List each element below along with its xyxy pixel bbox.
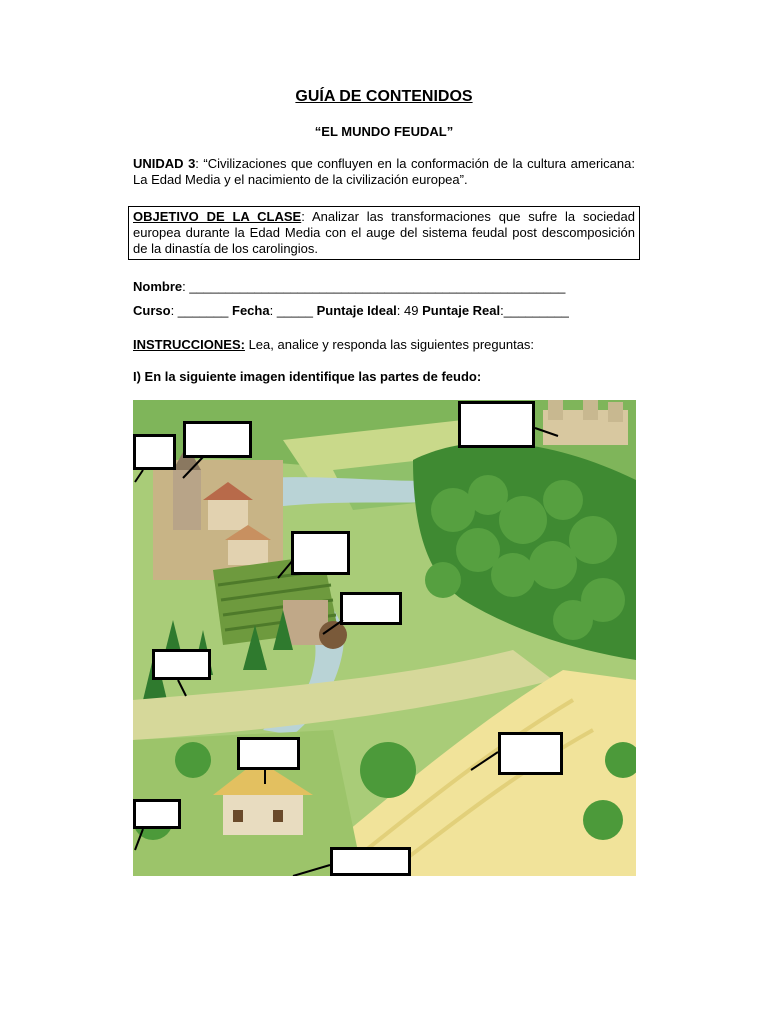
datos-line xyxy=(133,303,569,319)
objetivo-label: OBJETIVO DE LA CLASE xyxy=(133,209,302,224)
page-subtitle: “EL MUNDO FEUDAL” xyxy=(314,124,454,139)
label-box-casa[interactable] xyxy=(237,737,300,770)
nombre-field[interactable]: : ____________________________________________________ xyxy=(182,279,566,294)
nombre-label: Nombre xyxy=(133,279,183,294)
label-box-bosque[interactable] xyxy=(330,847,411,876)
label-box-aldea[interactable] xyxy=(133,434,176,470)
puntaje-ideal-label: Puntaje Ideal xyxy=(316,303,397,318)
instrucciones-text: Lea, analice y responda las siguientes preguntas: xyxy=(244,337,535,352)
instrucciones-line xyxy=(133,337,534,353)
label-box-campo[interactable] xyxy=(498,732,563,775)
unidad-label: UNIDAD 3 xyxy=(133,156,196,171)
label-box-castillo[interactable] xyxy=(458,401,535,448)
nombre-line xyxy=(133,279,565,295)
puntaje-real-field[interactable]: :_________ xyxy=(500,303,569,318)
page-title: GUÍA DE CONTENIDOS xyxy=(295,88,473,105)
label-box-rio[interactable] xyxy=(152,649,211,680)
curso-field[interactable]: : _______ xyxy=(170,303,233,318)
label-box-pastos[interactable] xyxy=(133,799,181,829)
fecha-field[interactable]: : _____ xyxy=(269,303,317,318)
question-text: I) En la siguiente imagen identifique las partes de feudo: xyxy=(133,369,482,384)
fecha-label: Fecha xyxy=(232,303,270,318)
puntaje-real-label: Puntaje Real xyxy=(422,303,501,318)
feudo-landscape xyxy=(133,400,636,876)
label-box-iglesia[interactable] xyxy=(183,421,252,458)
unidad-paragraph xyxy=(133,156,635,188)
feudo-illustration xyxy=(133,400,636,876)
curso-label: Curso xyxy=(133,303,171,318)
unidad-text: : “Civilizaciones que confluyen en la conformación de la cultura americana: La Edad Media y el nacimiento de la civilización europea”. xyxy=(133,156,635,187)
objetivo-box xyxy=(128,206,640,260)
label-box-huerto[interactable] xyxy=(291,531,350,575)
puntaje-ideal-value: : 49 xyxy=(396,303,423,318)
objetivo-text: : Analizar las transformaciones que sufre la sociedad europea durante la Edad Media con el auge del sistema feudal post descomposición de la dinastía de los carolingios. xyxy=(133,209,636,256)
label-box-molino[interactable] xyxy=(340,592,402,625)
instrucciones-label: INSTRUCCIONES: xyxy=(133,337,245,352)
